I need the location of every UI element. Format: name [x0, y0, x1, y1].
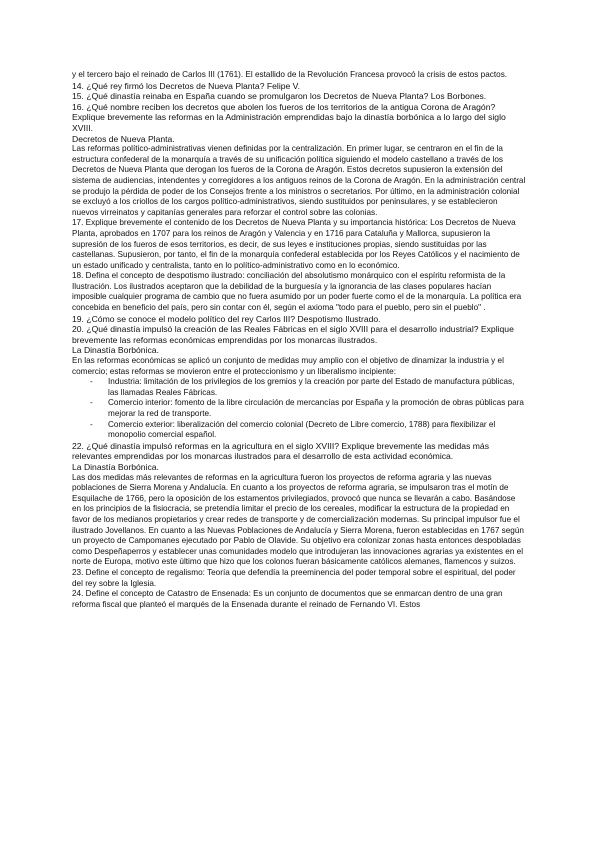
question-18: 18. Defina el concepto de despotismo ilustrado: conciliación del absolutismo monárquico con el espíritu reformista de la Ilustración. Los ilustrados aceptaron que la debilidad de la burguesía y la ignorancia de las clases populares hacían imposible cualquier programa de cambio que no fuera asumido por un poder fuerte como el de la monarquía. La política era concebida en beneficio del país, pero sin contar con él, según el axioma "todo para el pueblo, pero sin el pueblo" .	[72, 271, 522, 313]
answer-22-body: Las dos medidas más relevantes de reformas en la agricultura fueron los proyectos de reforma agraria y las nuevas poblaciones de Sierra Morena y Andalucía. En cuanto a los proyectos de reforma agraria, se impulsaron tras el motín de Esquilache de 1766, pero la oposición de los estamentos privilegiados, provocó que nunca se llevarán a cabo. Basándose en los principios de la fisiocracia, se pretendía limitar el precio de los cereales, modificar la estructura de la propiedad en favor de los medianos propietarios y crear redes de transporte y de comercialización modernas. Su principal impulsor fue el ilustrado Jovellanos. En cuanto a las Nuevas Poblaciones de Andalucía y Sierra Morena, fueron establecidas en 1767 según un proyecto de Campomanes ejecutado por Pablo de Olavide. Su objetivo era colonizar zonas hasta entonces despobladas como Despeñaperros y establecer unas comunidades modelo que introdujeran las innovaciones agrarias ya existentes en el norte de Europa, motivo este último que hizo que los colonos fueran básicamente católicos alemanes, flamencos y suizos.	[72, 472, 524, 567]
question-19: 19. ¿Cómo se conoce el modelo político del rey Carlos III? Despotismo Ilustrado.	[72, 313, 381, 324]
answer-20-title: La Dinastía Borbónica.	[72, 345, 159, 356]
list-item: - Industria: limitación de los privilegios de los gremios y la creación por parte del Estado de manufactura públicas, las llamadas Reales Fábricas.	[90, 377, 526, 398]
question-23: 23. Define el concepto de regalismo: Teoría que defendía la preeminencia del poder temporal sobre el espiritual, del poder del rey sobre la Iglesia.	[72, 567, 516, 588]
question-17: 17. Explique brevemente el contenido de los Decretos de Nueva Planta y su importancia histórica: Los Decretos de Nueva Planta, aprobados en 1707 para los reinos de Aragón y Valencia y en 1716 para Cataluña y Mallorca, supusieron la supresión de los fueros de esos territorios, es decir, de sus leyes e instituciones propias, siendo sustituidas por las castellanas. Supusieron, por tanto, el fin de la monarquía confederal establecida por los Reyes Católicos y el nacimiento de un estado unificado y centralista, tanto en lo político-administrativo como en lo económico.	[72, 218, 520, 270]
answer-16-title: Decretos de Nueva Planta.	[72, 133, 175, 144]
list-item: - Comercio exterior: liberalización del comercio colonial (Decreto de Libre comercio, 1788) para flexibilizar el monopolio comercial español.	[90, 420, 526, 441]
question-24: 24. Define el concepto de Catastro de Ensenada: Es un conjunto de documentos que se enmarcan dentro de una gran reforma fiscal que planteó el marqués de la Ensenada durante el reinado de Fernando VI. Estos	[72, 589, 503, 609]
question-15: 15. ¿Qué dinastía reinaba en España cuando se promulgaron los Decretos de Nueva Planta? Los Borbones.	[72, 91, 487, 102]
answer-16-body: Las reformas político-administrativas vienen definidas por la centralización. En primer lugar, se centraron en el fin de la estructura confederal de la monarquía a través de su unificación política siguiendo el modelo castellano a través de los Decretos de Nueva Planta que derogan los fueros de la Corona de Aragón. Estos decretos supusieron la extensión del sistema de audiencias, intendentes y corregidores a los antiguos reinos de la Corona de Aragón. En la administración central se produjo la pérdida de poder de los Consejos frente a los ministros o secretarios. Por último, en la administración colonial se excluyó a los criollos de los cargos político-administrativos, siendo sustituidos por peninsulares, y se establecieron nuevos virreinatos y capitanías generales para reforzar el control sobre las colonias.	[72, 144, 526, 217]
list-item: - Comercio interior: fomento de la libre circulación de mercancías por España y la promoción de obras públicas para mejorar la red de transporte.	[90, 398, 526, 419]
question-22: 22. ¿Qué dinastía impulsó reformas en la agricultura en el siglo XVIII? Explique brevemente las medidas más relevantes emprendidas por los monarcas ilustrados para el desarrollo de esta actividad económica.	[72, 440, 490, 462]
answer-20-intro: En las reformas económicas se aplicó un conjunto de medidas muy amplio con el objetivo de dinamizar la industria y el comercio; estas reformas se movieron entre el proteccionismo y un liberalismo incipiente:	[72, 356, 504, 376]
paragraph-continuation: y el tercero bajo el reinado de Carlos III (1761). El estallido de la Revolución Francesa provocó la crisis de estos pactos.	[72, 70, 508, 79]
question-20: 20. ¿Qué dinastía impulsó la creación de las Reales Fábricas en el siglo XVIII para el desarrollo industrial? Explique brevemente las reformas económicas emprendidas por los monarcas ilustrados.	[72, 324, 514, 345]
question-16: 16. ¿Qué nombre reciben los decretos que abolen los fueros de los territorios de la antigua Corona de Aragón? Explique brevemente las reformas en la Administración emprendidas bajo la dinastía borbónica a lo largo del siglo XVIII.	[72, 101, 506, 133]
reform-list	[72, 377, 526, 441]
question-14: 14. ¿Qué rey firmó los Decretos de Nueva Planta? Felipe V.	[72, 80, 301, 91]
answer-22-title: La Dinastía Borbónica.	[72, 461, 159, 472]
